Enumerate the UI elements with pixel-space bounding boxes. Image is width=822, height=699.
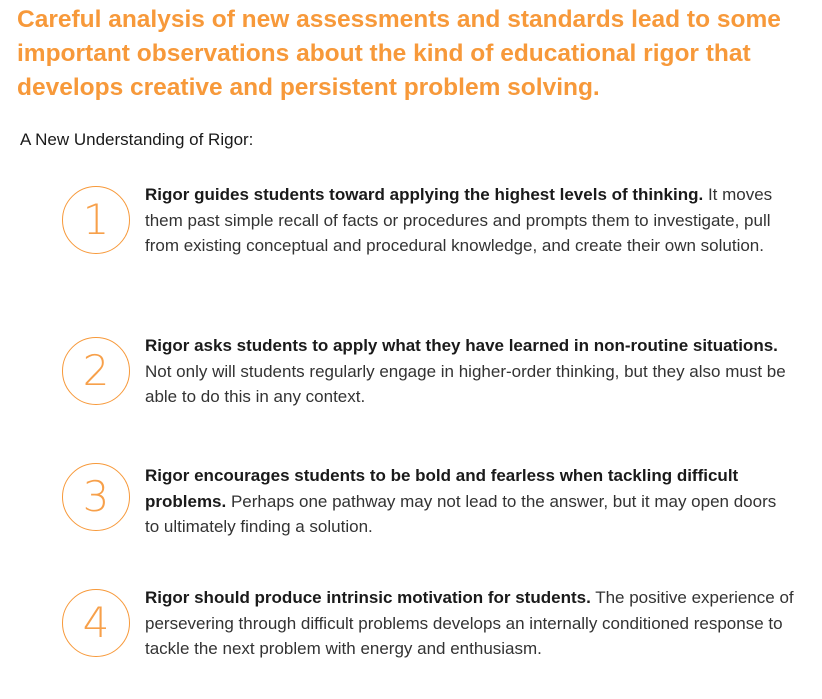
section-heading: A New Understanding of Rigor: [20, 130, 254, 149]
item-number: 4 [82, 598, 110, 647]
page-title: Careful analysis of new assessments and standards lead to some important observations about the kind of educational rigor that develops creative and persistent problem solving. [17, 6, 781, 101]
item-number: 3 [82, 472, 110, 521]
item-body: It moves them past simple recall of facts or procedures and prompts them to investigate, pull from existing conceptual and procedural knowledge, and create their own solution. [145, 185, 773, 255]
item-text [145, 182, 795, 259]
item-lead: Rigor asks students to apply what they have learned in non-routine situations. [145, 336, 778, 355]
item-body: The positive experience of persevering through difficult problems develops an internally conditioned response to tackle the next problem with energy and enthusiasm. [145, 588, 794, 658]
number-circle-icon [62, 337, 130, 405]
item-lead: Rigor should produce intrinsic motivation for students. [145, 588, 591, 607]
item-number: 1 [82, 195, 110, 244]
item-number: 2 [82, 346, 110, 395]
item-text [145, 333, 795, 410]
item-text [145, 463, 795, 540]
item-lead: Rigor guides students toward applying the highest levels of thinking. [145, 185, 704, 204]
item-text [145, 585, 795, 662]
number-circle-icon [62, 589, 130, 657]
item-lead: Rigor encourages students to be bold and fearless when tackling difficult problems. [145, 466, 739, 511]
number-circle-icon [62, 186, 130, 254]
number-circle-icon [62, 463, 130, 531]
item-body: Perhaps one pathway may not lead to the answer, but it may open doors to ultimately finding a solution. [145, 491, 777, 536]
item-body: Not only will students regularly engage in higher-order thinking, but they also must be able to do this in any context. [145, 361, 786, 406]
